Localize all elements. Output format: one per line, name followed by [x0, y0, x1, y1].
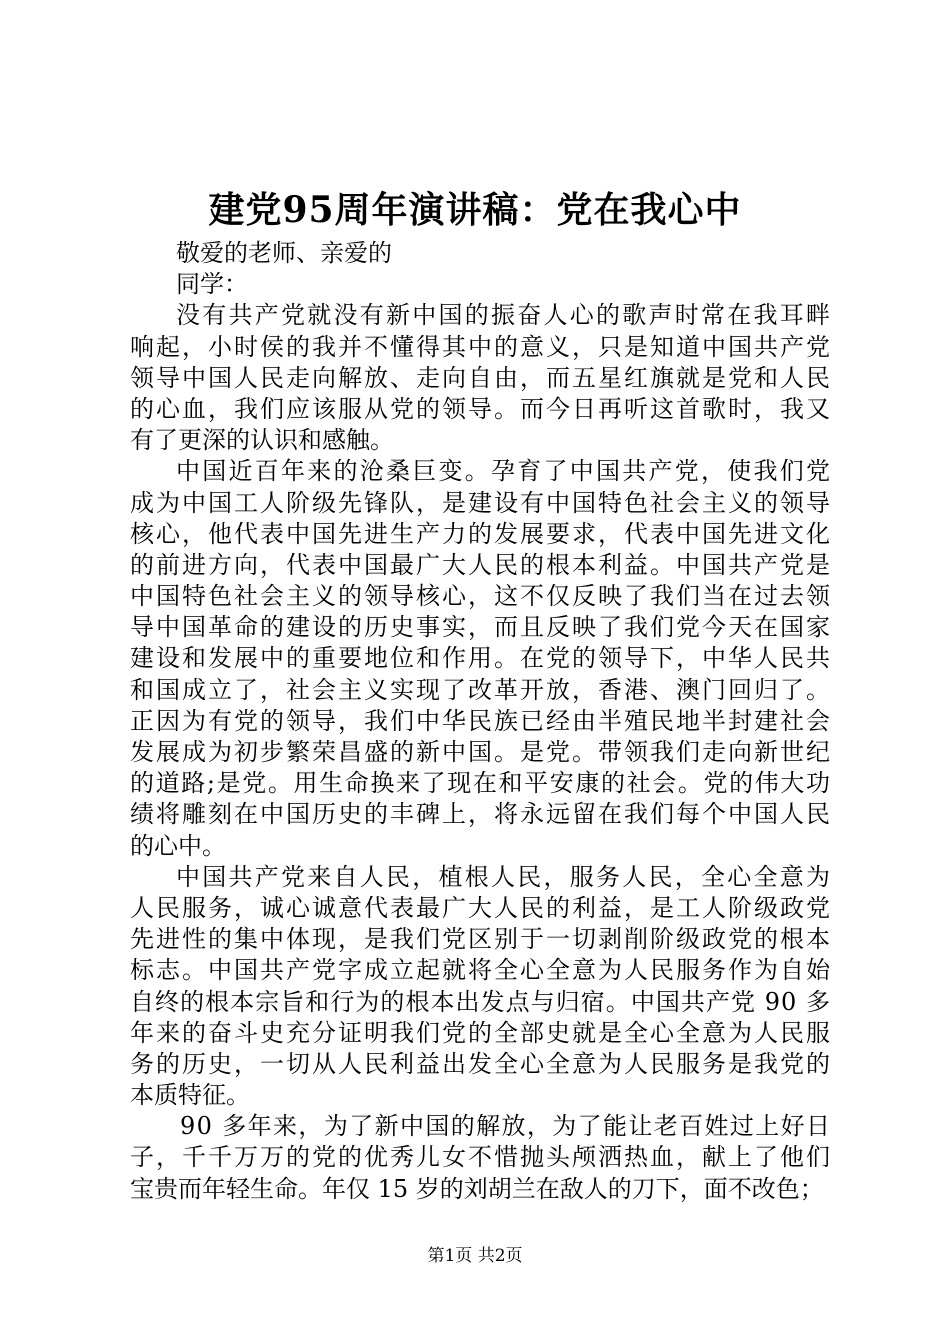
paragraph-line-text: 有了更深的认识和感触。	[130, 426, 394, 455]
paragraph-line-text: 建设和发展中的重要地位和作用。在党的领导下，中华人民共	[130, 644, 832, 673]
paragraph-line-text: 人民服务，诚心诚意代表最广大人民的利益，是工人阶级政党	[130, 893, 832, 922]
paragraph-line	[130, 768, 830, 799]
paragraph-line	[130, 1080, 830, 1111]
paragraph-line	[130, 550, 830, 581]
paragraph	[130, 862, 833, 1112]
paragraph-line-text: 领导中国人民走向解放、走向自由，而五星红旗就是党和人民	[130, 363, 832, 392]
paragraph-line	[130, 893, 830, 924]
paragraph-line-text: 本质特征。	[130, 1081, 250, 1110]
paragraph-line-text: 务的历史，一切从人民利益出发全心全意为人民服务是我党的	[130, 1049, 832, 1078]
paragraph-line-text: 中国特色社会主义的领导核心，这不仅反映了我们当在过去领	[130, 582, 832, 611]
paragraph-line	[130, 675, 830, 706]
paragraph	[130, 300, 833, 456]
paragraph-line-text: 导中国革命的建设的历史事实，而且反映了我们党今天在国家	[130, 613, 832, 642]
paragraph-line-text: 的心中。	[130, 831, 226, 860]
salutation-line	[130, 269, 830, 300]
paragraph-line	[130, 987, 830, 1018]
paragraph	[130, 1111, 830, 1205]
paragraph-line	[130, 1142, 830, 1173]
paragraph-line-text: 的心血，我们应该服从党的领导。而今日再听这首歌时，我又	[130, 394, 832, 423]
paragraph-line-text: 90 多年来，为了新中国的解放，为了能让老百姓过上好日	[180, 1112, 832, 1141]
paragraph-line-text: 宝贵而年轻生命。年仅 15 岁的刘胡兰在敌人的刀下，面不改色；	[130, 1174, 824, 1203]
paragraph-line	[130, 831, 830, 862]
paragraph-line	[130, 612, 830, 643]
paragraph-line-text: 和国成立了，社会主义实现了改革开放，香港、澳门回归了。	[130, 675, 832, 704]
paragraph-line	[130, 706, 830, 737]
salutation-text: 敬爱的老师、亲爱的	[176, 239, 392, 267]
paragraph-line	[130, 332, 830, 363]
paragraph-line	[130, 1049, 830, 1080]
paragraph-line-text: 响起，小时侯的我并不懂得其中的意义，只是知道中国共产党	[130, 332, 832, 361]
paragraph-line-text: 正因为有党的领导，我们中华民族已经由半殖民地半封建社会	[130, 706, 832, 735]
paragraph-line	[130, 363, 830, 394]
paragraph-line-text: 自终的根本宗旨和行为的根本出发点与归宿。中国共产党 90 多	[130, 987, 832, 1016]
document-body	[130, 238, 833, 1205]
paragraph-line	[130, 799, 830, 830]
paragraph-line-text: 成为中国工人阶级先锋队，是建设有中国特色社会主义的领导	[130, 488, 832, 517]
paragraph-line-text: 发展成为初步繁荣昌盛的新中国。是党。带领我们走向新世纪	[130, 738, 832, 766]
paragraph-line	[130, 300, 833, 331]
paragraph-line	[130, 394, 830, 425]
paragraph-line	[130, 924, 830, 955]
paragraph-line	[130, 1018, 830, 1049]
paragraph-line	[130, 1174, 830, 1205]
paragraph-line-text: 中国近百年来的沧桑巨变。孕育了中国共产党，使我们党	[176, 457, 833, 486]
paragraph-line-text: 子，千千万万的党的优秀儿女不惜抛头颅洒热血，献上了他们	[130, 1143, 832, 1172]
paragraph	[130, 456, 833, 861]
page-title: 建党95周年演讲稿：党在我心中	[208, 189, 742, 231]
paragraph-line	[130, 737, 830, 768]
paragraph-line-text: 年来的奋斗史充分证明我们党的全部史就是全心全意为人民服	[130, 1018, 832, 1047]
paragraph-line-text: 先进性的集中体现，是我们党区别于一切剥削阶级政党的根本	[130, 925, 832, 954]
paragraph-line	[130, 862, 833, 893]
paragraph-line-text: 中国共产党来自人民，植根人民，服务人民，全心全意为	[176, 862, 833, 891]
paragraph-line	[130, 456, 833, 487]
paragraph-line-text: 核心，他代表中国先进生产力的发展要求，代表中国先进文化	[130, 519, 832, 548]
paragraph-line-text: 标志。中国共产党字成立起就将全心全意为人民服务作为自始	[130, 956, 832, 985]
salutation-text: 同学：	[176, 270, 248, 299]
paragraphs	[130, 300, 833, 1204]
salutation-line	[130, 238, 830, 269]
paragraph-line-text: 的前进方向，代表中国最广大人民的根本利益。中国共产党是	[130, 550, 832, 579]
paragraph-line-text: 没有共产党就没有新中国的振奋人心的歌声时常在我耳畔	[176, 301, 833, 330]
paragraph-line	[130, 955, 830, 986]
paragraph-line	[130, 519, 830, 550]
paragraph-line	[130, 643, 830, 674]
paragraph-line-text: 绩将雕刻在中国历史的丰碑上，将永远留在我们每个中国人民	[130, 800, 832, 829]
paragraph-line-text: 的道路;是党。用生命换来了现在和平安康的社会。党的伟大功	[130, 769, 832, 798]
paragraph-line	[130, 488, 830, 519]
paragraph-line	[130, 1111, 830, 1142]
paragraph-line	[130, 581, 830, 612]
page-footer: 第1页 共2页	[427, 1246, 523, 1266]
paragraph-line	[130, 425, 830, 456]
